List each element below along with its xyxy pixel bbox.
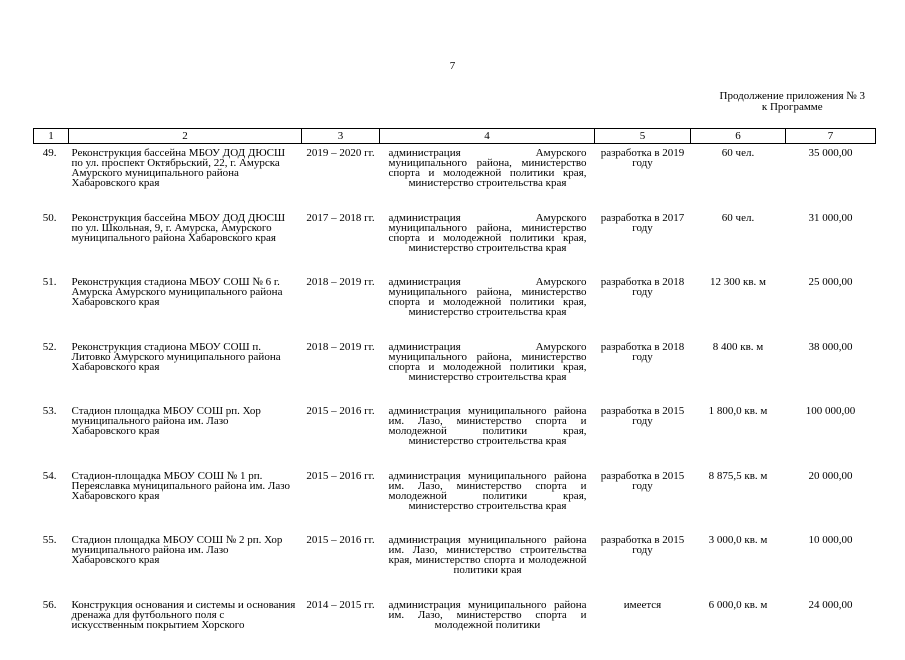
object-name: Реконструкция стадиона МБОУ СОШ п. Литовко Амурского муниципального района Хабаровского края	[69, 338, 302, 403]
row-number: 50.	[34, 209, 69, 274]
object-name: Реконструкция бассейна МБОУ ДОД ДЮСШ по ул. Школьная, 9, г. Амурска, Амурского муниципального района Хабаровского края	[69, 209, 302, 274]
capacity: 6 000,0 кв. м	[691, 596, 786, 660]
table-row	[34, 531, 876, 596]
amount: 31 000,00	[786, 209, 876, 274]
capacity: 12 300 кв. м	[691, 273, 786, 338]
period: 2017 – 2018 гг.	[302, 209, 380, 274]
row-number: 49.	[34, 144, 69, 209]
design-status: разработка в 2018 году	[595, 338, 691, 403]
column-header: 2	[69, 129, 302, 144]
table-row	[34, 402, 876, 467]
object-name: Стадион площадка МБОУ СОШ рп. Хор муниципального района им. Лазо Хабаровского края	[69, 402, 302, 467]
capacity: 60 чел.	[691, 209, 786, 274]
executors: администрация Амурского муниципального района, министерство спорта и молодежной политики края, министерство строительства края	[380, 144, 595, 209]
table-row	[34, 144, 876, 209]
table-row	[34, 209, 876, 274]
capacity: 60 чел.	[691, 144, 786, 209]
table-row	[34, 338, 876, 403]
column-header: 1	[34, 129, 69, 144]
table-row	[34, 273, 876, 338]
capacity: 8 400 кв. м	[691, 338, 786, 403]
amount: 35 000,00	[786, 144, 876, 209]
row-number: 55.	[34, 531, 69, 596]
object-name: Стадион-площадка МБОУ СОШ № 1 рп. Переяславка муниципального района им. Лазо Хабаровского края	[69, 467, 302, 532]
amount: 20 000,00	[786, 467, 876, 532]
object-name: Стадион площадка МБОУ СОШ № 2 рп. Хор муниципального района им. Лазо Хабаровского края	[69, 531, 302, 596]
executors: администрация муниципального района им. Лазо, министерство спорта и молодежной политики	[380, 596, 595, 660]
design-status: разработка в 2019 году	[595, 144, 691, 209]
amount: 10 000,00	[786, 531, 876, 596]
design-status: разработка в 2015 году	[595, 467, 691, 532]
period: 2015 – 2016 гг.	[302, 467, 380, 532]
executors: администрация Амурского муниципального района, министерство спорта и молодежной политики края, министерство строительства края	[380, 338, 595, 403]
executors: администрация Амурского муниципального района, министерство спорта и молодежной политики края, министерство строительства края	[380, 273, 595, 338]
executors: администрация муниципального района им. Лазо, министерство строительства края, министерство спорта и молодежной политики края	[380, 531, 595, 596]
column-header: 7	[786, 129, 876, 144]
object-name: Конструкция основания и системы и основания дренажа для футбольного поля с искусственным покрытием Хорского	[69, 596, 302, 660]
table-header-row	[34, 129, 876, 144]
table-row	[34, 596, 876, 660]
column-header: 5	[595, 129, 691, 144]
column-header: 4	[380, 129, 595, 144]
program-table	[33, 128, 876, 660]
design-status: разработка в 2015 году	[595, 531, 691, 596]
period: 2014 – 2015 гг.	[302, 596, 380, 660]
design-status: имеется	[595, 596, 691, 660]
column-header: 3	[302, 129, 380, 144]
page-number: 7	[0, 60, 905, 72]
period: 2015 – 2016 гг.	[302, 402, 380, 467]
executors: администрация Амурского муниципального района, министерство спорта и молодежной политики края, министерство строительства края	[380, 209, 595, 274]
design-status: разработка в 2015 году	[595, 402, 691, 467]
capacity: 8 875,5 кв. м	[691, 467, 786, 532]
executors: администрация муниципального района им. Лазо, министерство спорта и молодежной политики края, министерство строительства края	[380, 402, 595, 467]
amount: 100 000,00	[786, 402, 876, 467]
object-name: Реконструкция стадиона МБОУ СОШ № 6 г. Амурска Амурского муниципального района Хабаровского края	[69, 273, 302, 338]
row-number: 53.	[34, 402, 69, 467]
period: 2019 – 2020 гг.	[302, 144, 380, 209]
table-row	[34, 467, 876, 532]
row-number: 56.	[34, 596, 69, 660]
amount: 25 000,00	[786, 273, 876, 338]
row-number: 54.	[34, 467, 69, 532]
period: 2018 – 2019 гг.	[302, 273, 380, 338]
capacity: 3 000,0 кв. м	[691, 531, 786, 596]
appendix-caption	[720, 91, 865, 113]
column-header: 6	[691, 129, 786, 144]
design-status: разработка в 2018 году	[595, 273, 691, 338]
period: 2015 – 2016 гг.	[302, 531, 380, 596]
amount: 38 000,00	[786, 338, 876, 403]
period: 2018 – 2019 гг.	[302, 338, 380, 403]
executors: администрация муниципального района им. Лазо, министерство спорта и молодежной политики края, министерство строительства края	[380, 467, 595, 532]
design-status: разработка в 2017 году	[595, 209, 691, 274]
appendix-caption-line2: к Программе	[720, 102, 865, 113]
object-name: Реконструкция бассейна МБОУ ДОД ДЮСШ по ул. проспект Октябрьский, 22, г. Амурска Амурского муниципального района Хабаровского края	[69, 144, 302, 209]
appendix-caption-line1: Продолжение приложения № 3	[720, 91, 865, 102]
row-number: 52.	[34, 338, 69, 403]
capacity: 1 800,0 кв. м	[691, 402, 786, 467]
row-number: 51.	[34, 273, 69, 338]
amount: 24 000,00	[786, 596, 876, 660]
